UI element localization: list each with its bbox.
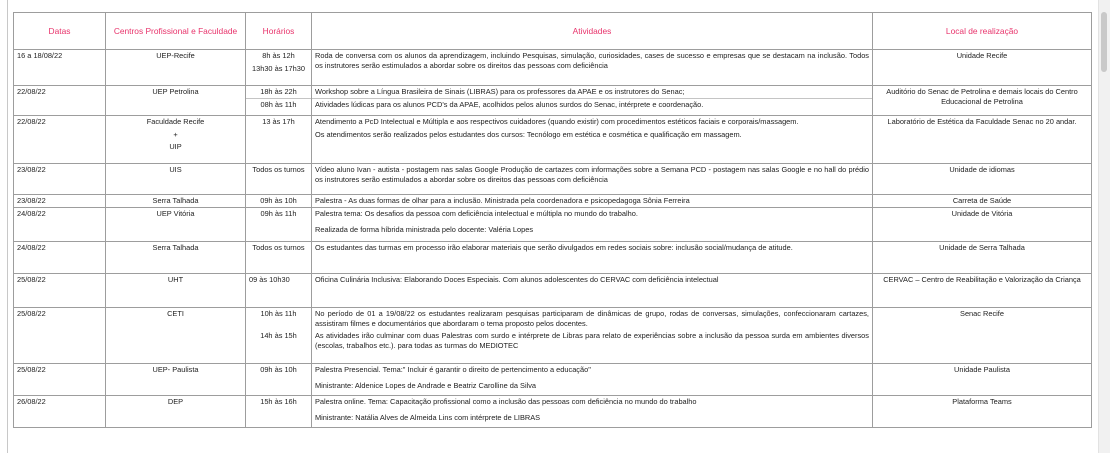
atividade-text: Workshop sobre a Língua Brasileira de Sinais (LIBRAS) para os professores da APAE e os instrutores do Senac;: [315, 87, 685, 96]
local-cell: Unidade de Vitória: [873, 208, 1092, 242]
atividade-text: Palestra tema: Os desafios da pessoa com deficiência intelectual e múltipla no mundo do trabalho.: [315, 209, 638, 218]
horario-text: 14h às 15h: [260, 330, 297, 340]
centro-text: UIP: [169, 142, 182, 152]
atividade-text: Atendimento a PcD Intelectual e Múltipla e aos respectivos cuidadores (quando existir) com procedimentos estéticos faciais e corporais/massagem.: [315, 117, 799, 126]
date-cell: 25/08/22: [14, 274, 106, 308]
horario-cell: [246, 308, 312, 364]
date-cell: 23/08/22: [14, 164, 106, 195]
horario-text: 8h às 12h: [262, 51, 295, 60]
table-row: [14, 86, 1092, 116]
header-centros: Centros Profissional e Faculdade: [106, 13, 246, 50]
centro-cell: Serra Talhada: [106, 195, 246, 208]
atividade-cell: [312, 396, 873, 428]
header-datas: Datas: [14, 13, 106, 50]
table-row: [14, 364, 1092, 396]
centro-cell: UHT: [106, 274, 246, 308]
atividade-cell: Os estudantes das turmas em processo irão elaborar materiais que serão divulgados em redes sociais sobre: inclusão social/mudança de atitude.: [312, 242, 873, 274]
atividade-text: As atividades irão culminar com duas Palestras com surdo e intérprete de Libras para relato de experiências sobre a inclusão da pessoa surda em ambientes diversos (escolas, trabalhos etc.). para todas as turmas do MEDIOTEC: [315, 331, 869, 350]
header-row: [14, 13, 1092, 50]
table-row: [14, 164, 1092, 195]
centro-cell: CETI: [106, 308, 246, 364]
table-row: [14, 116, 1092, 164]
atividade-cell: Palestra - As duas formas de olhar para a inclusão. Ministrada pela coordenadora e psicopedagoga Sônia Ferreira: [312, 195, 873, 208]
date-cell: 25/08/22: [14, 308, 106, 364]
local-cell: Auditório do Senac de Petrolina e demais locais do Centro Educacional de Petrolina: [873, 86, 1092, 116]
atividade-cell: [312, 86, 873, 116]
local-cell: CERVAC – Centro de Reabilitação e Valorização da Criança: [873, 274, 1092, 308]
atividade-text: Realizada de forma híbrida ministrada pelo docente: Valéria Lopes: [315, 224, 534, 234]
atividade-text: Ministrante: Aldenice Lopes de Andrade e Beatriz Carolline da Silva: [315, 380, 537, 390]
centro-cell: UEP- Paulista: [106, 364, 246, 396]
horario-cell: Todos os turnos: [246, 164, 312, 195]
date-cell: 23/08/22: [14, 195, 106, 208]
header-local: Local de realização: [873, 13, 1092, 50]
local-cell: Unidade de Serra Talhada: [873, 242, 1092, 274]
centro-cell: UEP Vitória: [106, 208, 246, 242]
date-cell: 25/08/22: [14, 364, 106, 396]
centro-cell: DEP: [106, 396, 246, 428]
centro-cell: [106, 116, 246, 164]
table-row: [14, 396, 1092, 428]
atividade-cell: [312, 164, 873, 195]
local-cell: Plataforma Teams: [873, 396, 1092, 428]
atividade-text: Roda de conversa com os alunos da aprendizagem, incluindo Pesquisas, simulação, curiosidades, cases de sucesso e empresas que se destacam na inclusão. Todos os instrutores serão estimulados a abordar sobre os direitos das pessoas com deficiência: [315, 51, 869, 70]
date-cell: 22/08/22: [14, 116, 106, 164]
horario-cell: Todos os turnos: [246, 242, 312, 274]
local-cell: Unidade de idiomas: [873, 164, 1092, 195]
local-cell: Senac Recife: [873, 308, 1092, 364]
table-row: [14, 274, 1092, 308]
table-row: [14, 195, 1092, 208]
date-cell: 24/08/22: [14, 242, 106, 274]
centro-text: Faculdade Recife: [146, 117, 205, 126]
date-cell: 24/08/22: [14, 208, 106, 242]
atividade-text: Ministrante: Natália Alves de Almeida Lins com intérprete de LIBRAS: [315, 412, 541, 422]
horario-cell: 09 às 10h30: [246, 274, 312, 308]
atividade-text: Vídeo aluno Ivan - autista - postagem nas salas Google Produção de cartazes com informações sobre a Semana PCD - postagem nas salas Google e no hall do prédio os instrutores serão estimulados a abordar sobre os direitos das pessoas com deficiência: [315, 165, 869, 184]
local-cell: Carreta de Saúde: [873, 195, 1092, 208]
atividade-cell: [312, 208, 873, 242]
local-cell: Unidade Recife: [873, 50, 1092, 86]
horario-text: 10h às 11h: [260, 309, 297, 318]
header-atividades: Atividades: [312, 13, 873, 50]
header-horarios: Horários: [246, 13, 312, 50]
centro-text: +: [173, 129, 178, 139]
centro-cell: UIS: [106, 164, 246, 195]
horario-cell: 13 às 17h: [246, 116, 312, 164]
atividade-cell: [312, 116, 873, 164]
page-left-border: [7, 0, 8, 453]
centro-cell: Serra Talhada: [106, 242, 246, 274]
local-cell: Unidade Paulista: [873, 364, 1092, 396]
scrollbar-thumb[interactable]: [1101, 12, 1107, 72]
horario-cell: 09h às 10h: [246, 195, 312, 208]
atividade-text: No período de 01 a 19/08/22 os estudantes realizaram pesquisas participaram de dinâmicas de grupo, rodas de conversas, simulações, confeccionaram cartazes, assistiram filmes e documentários que abordaram o tema proposto pelos docentes.: [315, 309, 869, 328]
atividade-cell: [312, 364, 873, 396]
atividade-cell: [312, 308, 873, 364]
horario-cell: 15h às 16h: [246, 396, 312, 428]
atividade-text: Palestra Presencial. Tema:" Incluir é garantir o direito de pertencimento a educação": [315, 365, 591, 374]
atividade-text: Palestra online. Tema: Capacitação profissional como a inclusão das pessoas com deficiência no mundo do trabalho: [315, 397, 697, 406]
local-cell: Laboratório de Estética da Faculdade Senac no 20 andar.: [873, 116, 1092, 164]
horario-cell: [246, 50, 312, 86]
date-cell: 26/08/22: [14, 396, 106, 428]
horario-text: 18h às 22h: [260, 87, 297, 96]
date-cell: 22/08/22: [14, 86, 106, 116]
horario-cell: 09h às 11h: [246, 208, 312, 242]
horario-text: 13h30 às 17h30: [251, 63, 305, 73]
table-row: [14, 208, 1092, 242]
date-cell: 16 a 18/08/22: [14, 50, 106, 86]
schedule-table: [13, 12, 1092, 428]
table-row: [14, 308, 1092, 364]
atividade-cell: Oficina Culinária Inclusiva: Elaborando Doces Especiais. Com alunos adolescentes do CERVAC com deficiência intelectual: [312, 274, 873, 308]
horario-cell: 09h às 10h: [246, 364, 312, 396]
centro-cell: UEP-Recife: [106, 50, 246, 86]
atividade-cell: [312, 50, 873, 86]
atividade-text: Os atendimentos serão realizados pelos estudantes dos cursos: Tecnólogo em estética e cosmética e qualificação em massagem.: [315, 129, 742, 139]
centro-cell: UEP Petrolina: [106, 86, 246, 116]
table-row: [14, 242, 1092, 274]
atividade-text: Atividades lúdicas para os alunos PCD's da APAE, acolhidos pelos alunos surdos do Senac, intérprete e coordenação.: [315, 99, 704, 109]
table-row: [14, 50, 1092, 86]
horario-cell: [246, 86, 312, 116]
horario-text: 08h às 11h: [260, 99, 297, 109]
